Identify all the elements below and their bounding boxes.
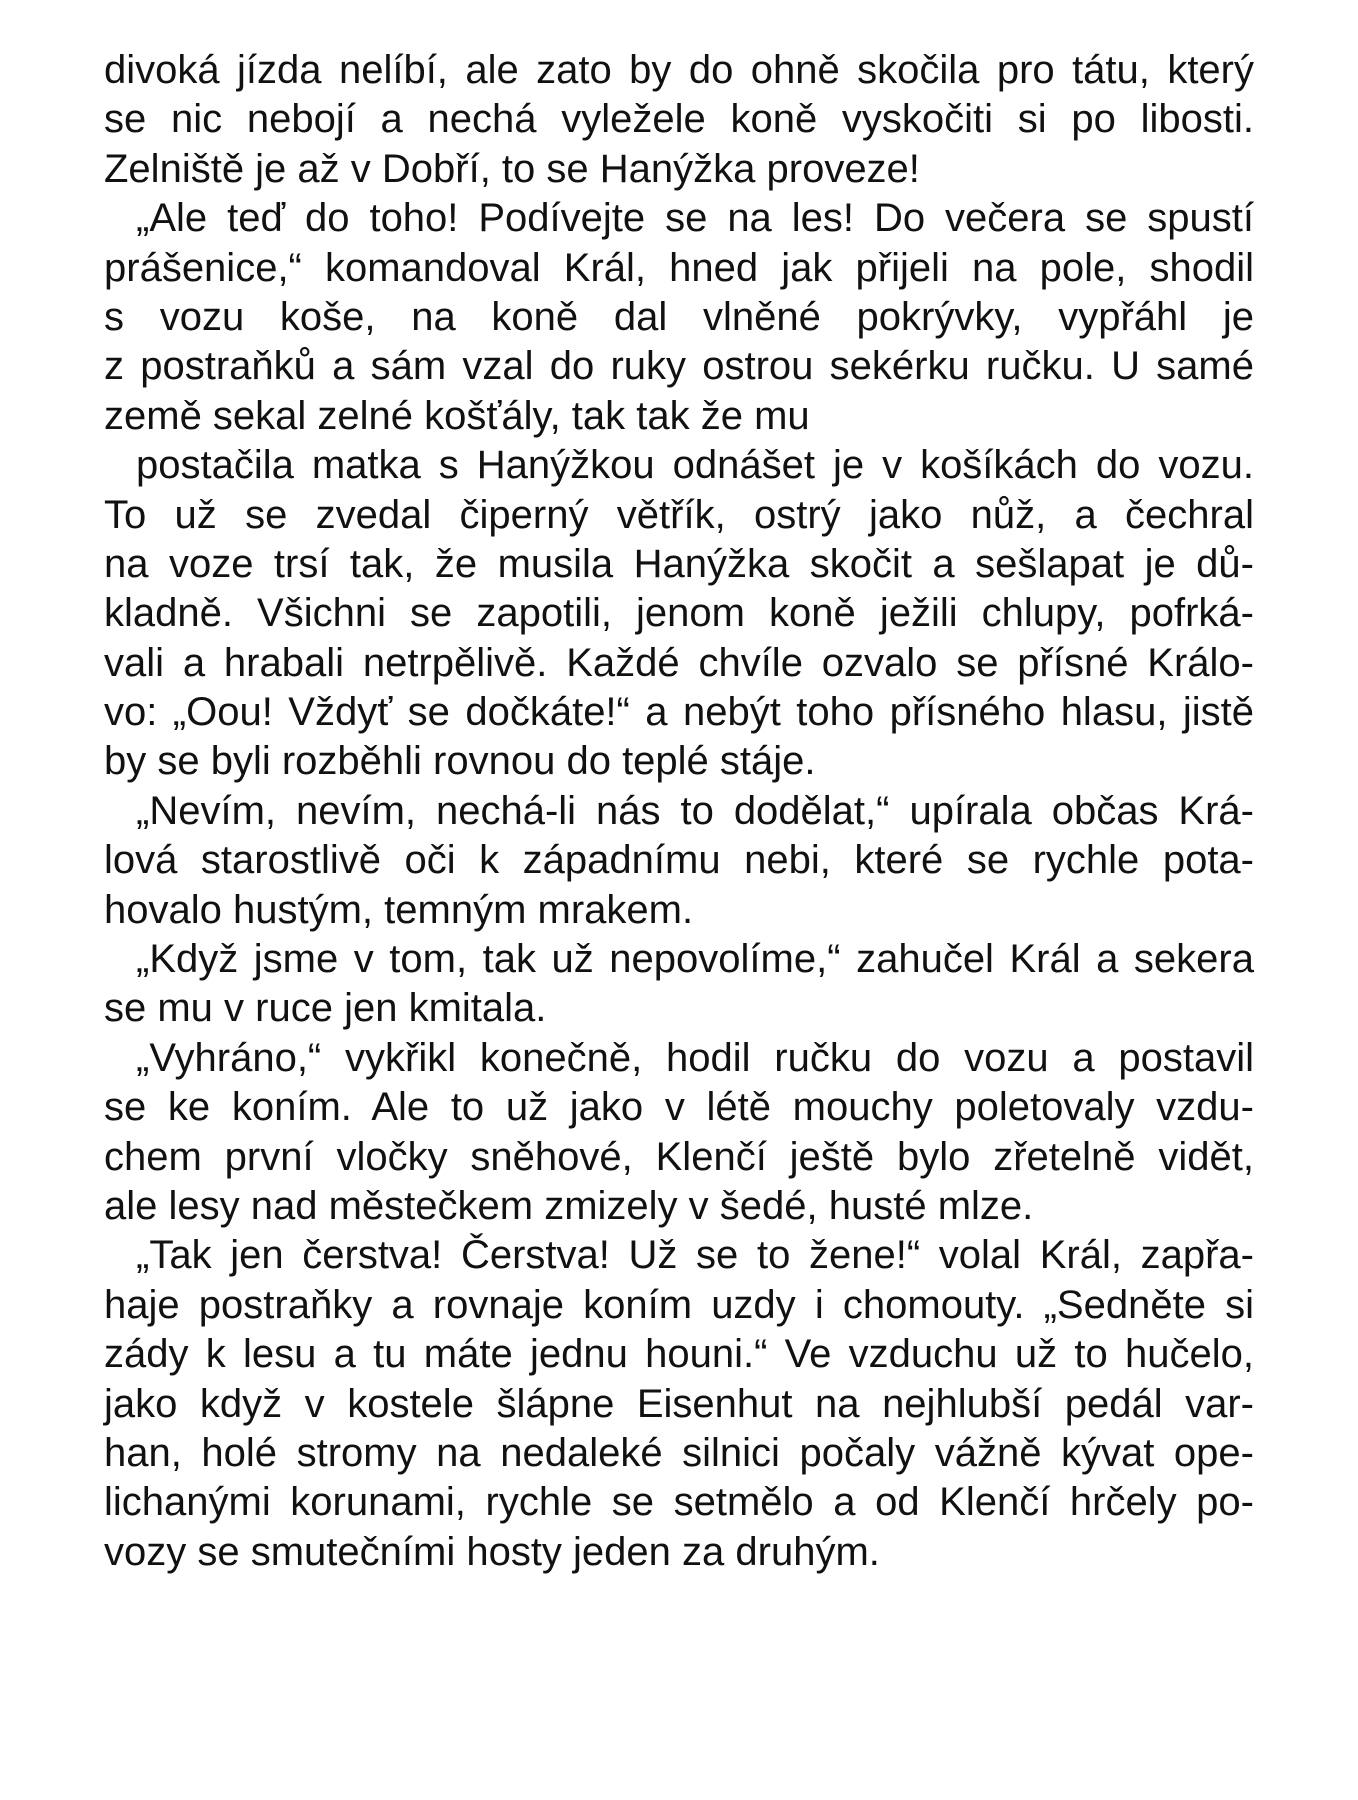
- text-line: na voze trsí tak, že musila Hanýžka skočit a sešlapat je dů-: [104, 541, 1254, 586]
- text-line: země sekal zelné košťály, tak tak že mu: [104, 393, 810, 438]
- text-line: „Ale teď do toho! Podívejte se na les! Do večera se spustí: [136, 196, 1254, 241]
- text-line: s vozu koše, na koně dal vlněné pokrývky, vypřáhl je: [104, 294, 1254, 339]
- text-line: prášenice,“ komandoval Král, hned jak přijeli na pole, shodil: [104, 245, 1254, 290]
- text-line: „Nevím, nevím, nechá-li nás to dodělat,“ upírala občas Krá-: [136, 788, 1254, 833]
- text-line: ale lesy nad městečkem zmizely v šedé, husté mlze.: [104, 1183, 1034, 1228]
- book-page-text: [104, 46, 1254, 1577]
- text-line: postačila matka s Hanýžkou odnášet je v košíkách do vozu.: [136, 443, 1254, 488]
- text-line: vozy se smutečními hosty jeden za druhým.: [104, 1529, 880, 1574]
- text-line: chem první vločky sněhové, Klenčí ještě bylo zřetelně vidět,: [104, 1134, 1254, 1179]
- text-line: z postraňků a sám vzal do ruky ostrou sekérku ručku. U samé: [104, 344, 1254, 389]
- text-line: se ke koním. Ale to už jako v létě mouchy poletovaly vzdu-: [104, 1085, 1254, 1130]
- text-line: haje postraňky a rovnaje koním uzdy i chomouty. „Sedněte si: [104, 1282, 1254, 1327]
- text-line: han, holé stromy na nedaleké silnici počaly vážně kývat ope-: [104, 1430, 1254, 1475]
- text-line: hovalo hustým, temným mrakem.: [104, 887, 694, 932]
- text-line: se mu v ruce jen kmitala.: [104, 986, 547, 1031]
- text-line: divoká jízda nelíbí, ale zato by do ohně skočila pro tátu, který: [104, 48, 1254, 92]
- text-line: kladně. Všichni se zapotili, jenom koně ježili chlupy, pofrká-: [104, 591, 1254, 636]
- text-line: vo: „Oou! Vždyť se dočkáte!“ a nebýt toho přísného hlasu, jistě: [104, 690, 1254, 735]
- text-line: „Vyhráno,“ vykřikl konečně, hodil ručku do vozu a postavil: [136, 1035, 1254, 1080]
- text-line: se nic nebojí a nechá vyležele koně vyskočiti si po libosti.: [104, 97, 1254, 142]
- text-line: lová starostlivě oči k západnímu nebi, které se rychle pota-: [104, 838, 1254, 883]
- text-line: Zelniště je až v Dobří, to se Hanýžka proveze!: [104, 146, 920, 191]
- text-line: „Tak jen čerstva! Čerstva! Už se to žene!“ volal Král, zapřa-: [136, 1233, 1254, 1278]
- text-line: To už se zvedal čiperný větřík, ostrý jako nůž, a čechral: [104, 492, 1254, 537]
- text-line: by se byli rozběhli rovnou do teplé stáje.: [104, 739, 816, 784]
- text-line: zády k lesu a tu máte jednu houni.“ Ve vzduchu už to hučelo,: [104, 1332, 1254, 1377]
- text-line: „Když jsme v tom, tak už nepovolíme,“ zahučel Král a sekera: [136, 937, 1254, 982]
- text-line: vali a hrabali netrpělivě. Každé chvíle ozvalo se přísné Králo-: [104, 640, 1254, 685]
- text-line: lichanými korunami, rychle se setmělo a od Klenčí hrčely po-: [104, 1480, 1254, 1525]
- text-line: jako když v kostele šlápne Eisenhut na nejhlubší pedál var-: [104, 1381, 1254, 1426]
